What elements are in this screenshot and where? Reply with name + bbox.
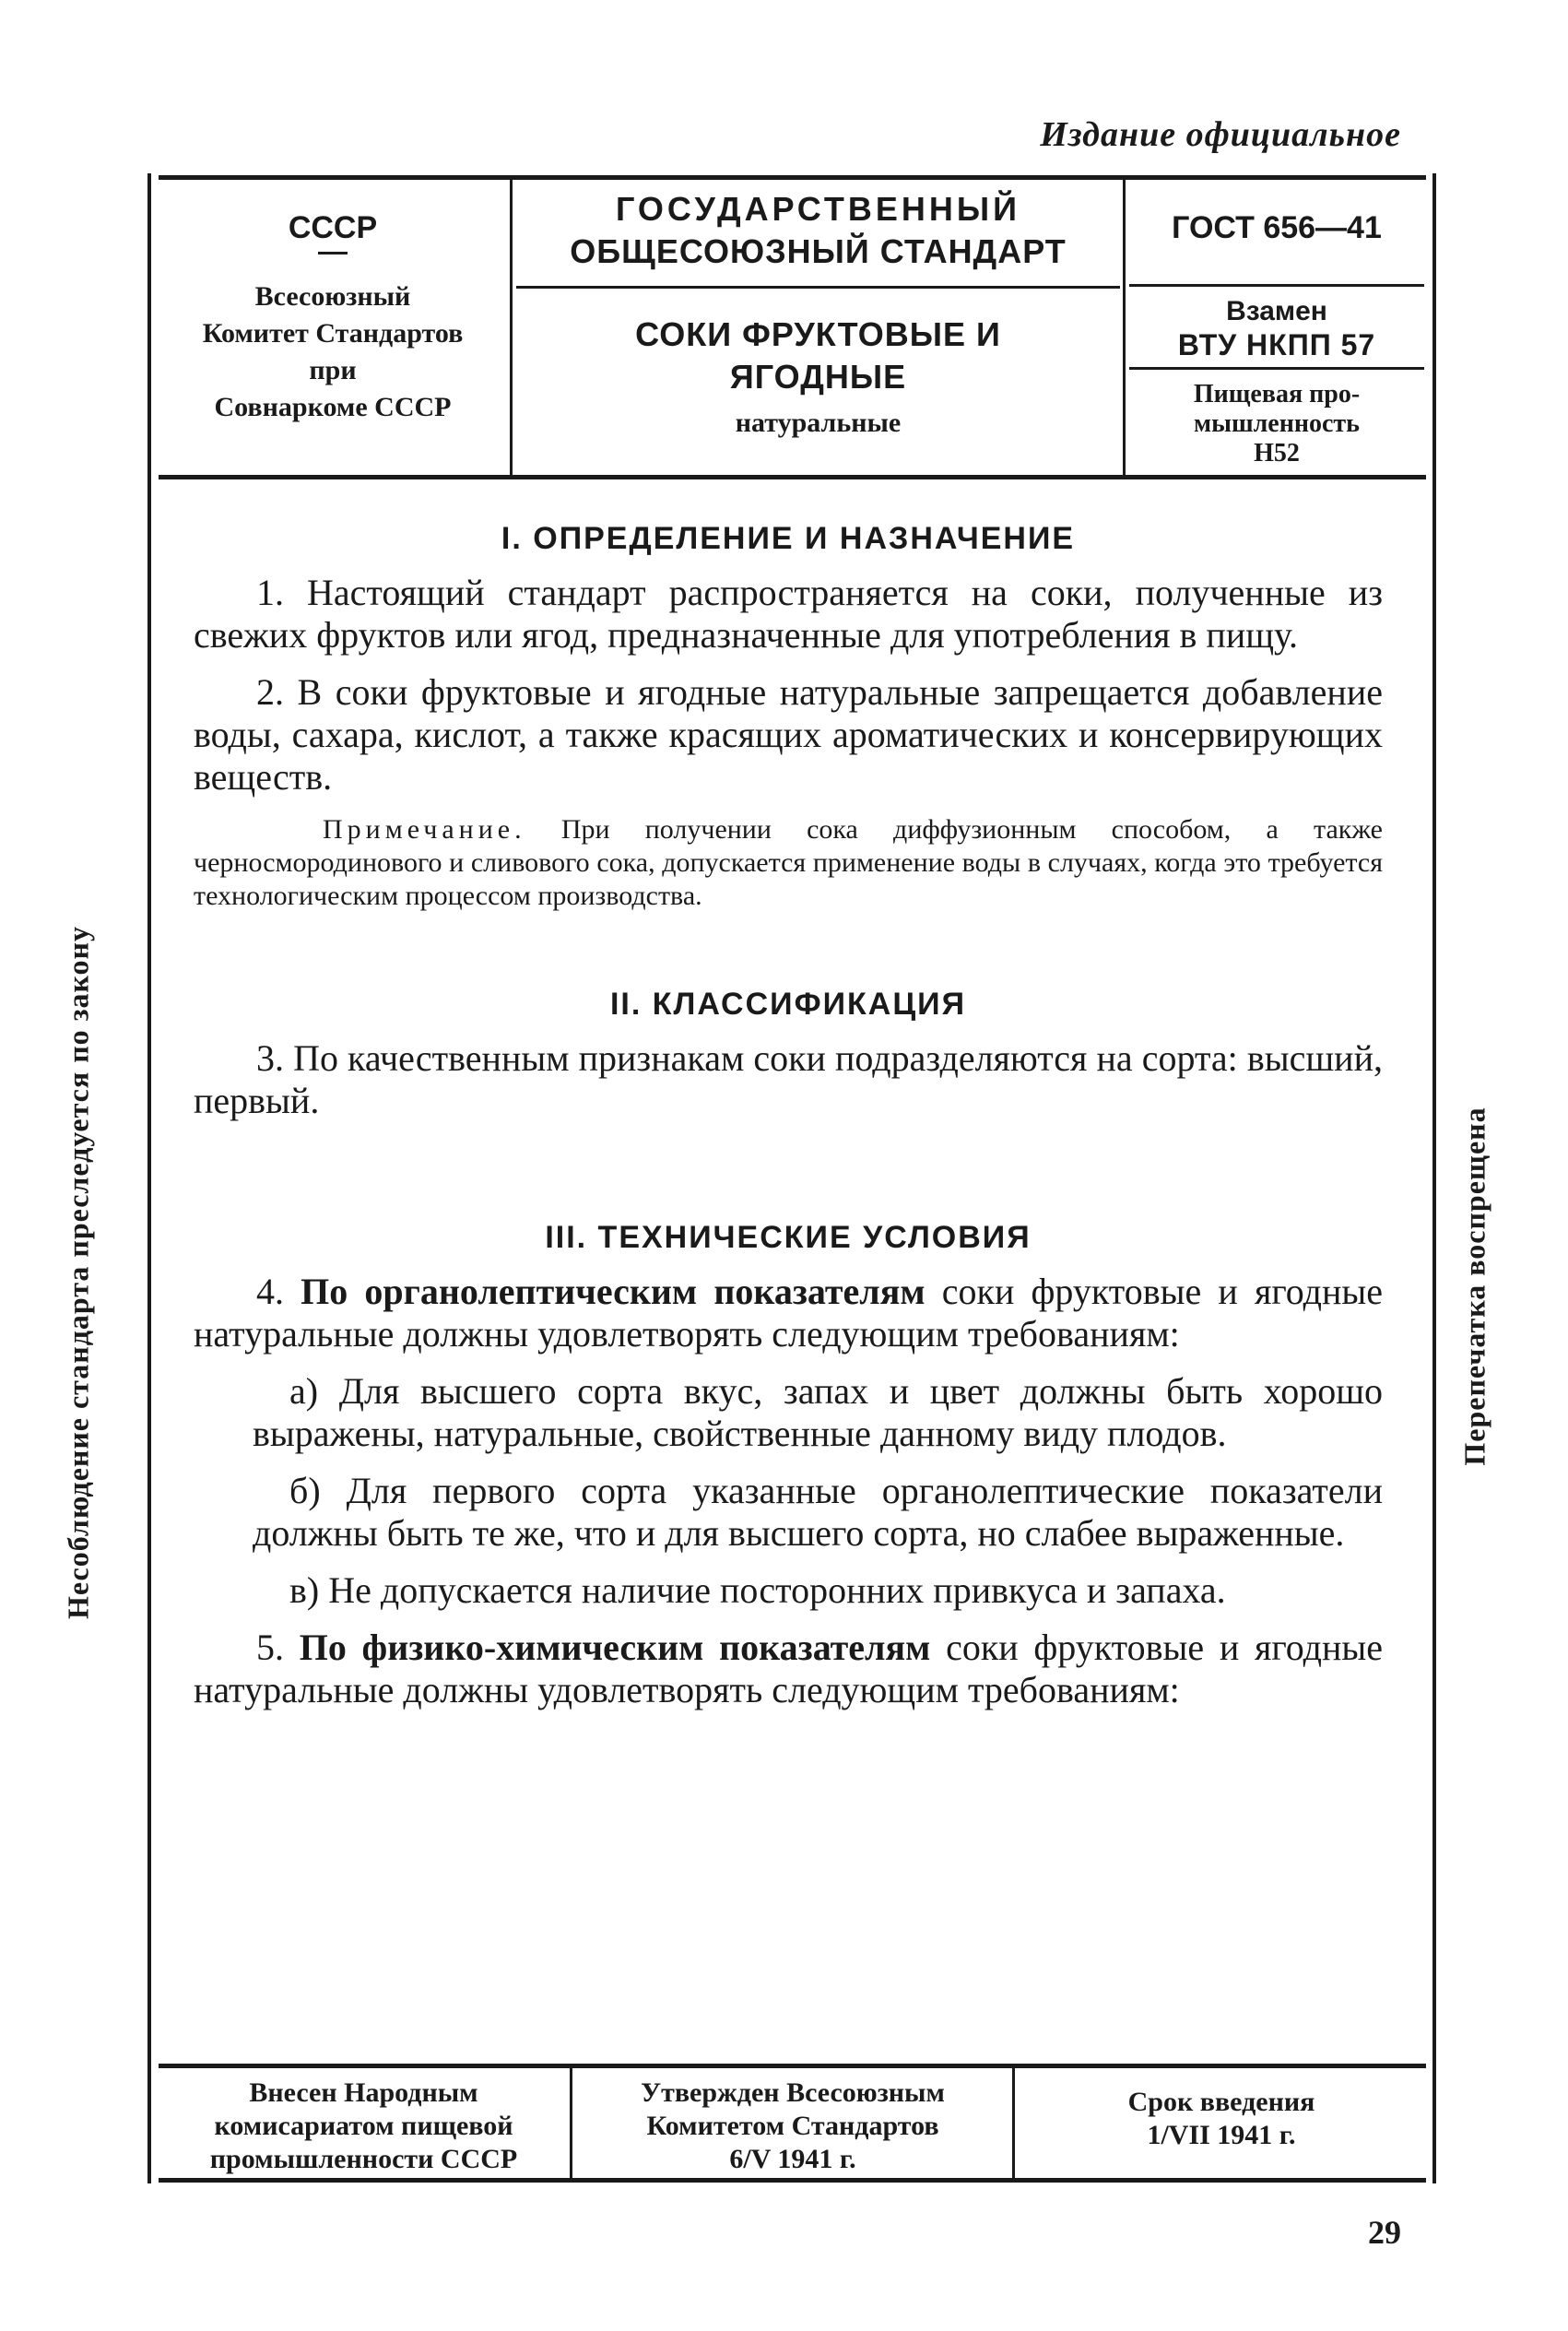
state-standard-heading: ГОСУДАРСТВЕННЫЙ ОБЩЕСОЮЗНЫЙ СТАНДАРТ: [570, 190, 1067, 270]
header-bottom-rule: [159, 475, 1426, 479]
paragraph-1: 1. Настоящий стандарт распространяется на соки, полученные из свежих фруктов или ягод, предназначенные для употребления в пищу.: [194, 572, 1383, 656]
header-divider-2: [1123, 180, 1126, 475]
ussr-label: СССР: [159, 210, 507, 254]
note: Примечание. При получении сока диффузионным способом, а также черносмородинового и сливового сока, допускается применение воды в случаях, когда это требуется технологическим процессом производства.: [194, 814, 1384, 911]
footer-bottom-rule: [159, 2178, 1426, 2183]
committee-block: Всесоюзный Комитет Стандартов при Совнаркоме СССР: [202, 281, 464, 422]
approved-by: Утвержден Всесоюзным Комитетом Стандартов 6/V 1941 г.: [641, 2077, 945, 2174]
replaces-block: Взамен ВТУ НКПП 57: [1177, 296, 1376, 361]
page-number: 29: [1368, 2214, 1401, 2251]
effective-date: Срок введения 1/VII 1941 г.: [1127, 2087, 1315, 2150]
header-replace-rule: [1129, 367, 1424, 370]
gost-number: ГОСТ 656—41: [1172, 210, 1382, 245]
ussr-dash: [318, 252, 348, 254]
section-title-classification: II. КЛАССИФИКАЦИЯ: [609, 987, 967, 1022]
standard-title: СОКИ ФРУКТОВЫЕ И ЯГОДНЫЕ натуральные: [635, 315, 1001, 438]
paragraph-4: 4. По органолептическим показателям соки фруктовые и ягодные натуральные должны удовлетворять следующим требованиям:: [194, 1271, 1384, 1355]
edition-label: Издание официальное: [1040, 115, 1401, 154]
footer-divider-2: [1012, 2068, 1015, 2178]
header-divider-1: [510, 180, 513, 475]
paragraph-4a: а) Для высшего сорта вкус, запах и цвет должны быть хорошо выражены, натуральные, свойственные данному виду плодов.: [253, 1370, 1383, 1454]
section-title-technical: III. ТЕХНИЧЕСКИЕ УСЛОВИЯ: [545, 1220, 1032, 1255]
header-title-rule: [516, 286, 1120, 289]
paragraph-5: 5. По физико-химическим показателям соки фруктовые и ягодные натуральные должны удовлетворять следующим требованиям:: [194, 1627, 1383, 1710]
header-top-rule: [159, 175, 1426, 180]
paragraph-4c: в) Не допускается наличие посторонних привкуса и запаха.: [289, 1569, 1226, 1611]
introduced-by: Внесен Народным комисариатом пищевой промышленности СССР: [209, 2077, 518, 2174]
paragraph-3: 3. По качественным признакам соки подразделяются на сорта: высший, первый.: [194, 1037, 1383, 1121]
paragraph-2: 2. В соки фруктовые и ягодные натуральные запрещается добавление воды, сахара, кислот, а также красящих ароматических и консервирующих веществ.: [194, 671, 1383, 798]
header-gost-rule: [1129, 284, 1424, 287]
footer-top-rule: [159, 2064, 1426, 2068]
document-body: [194, 503, 1383, 1726]
footer-divider-1: [570, 2068, 572, 2178]
industry-block: Пищевая про- мышленность Н52: [1193, 380, 1361, 467]
paragraph-4b: б) Для первого сорта указанные органолептические показатели должны быть те же, что и для высшего сорта, но слабее выраженные.: [253, 1470, 1383, 1554]
section-title-definition: I. ОПРЕДЕЛЕНИЕ И НАЗНАЧЕНИЕ: [501, 521, 1076, 556]
